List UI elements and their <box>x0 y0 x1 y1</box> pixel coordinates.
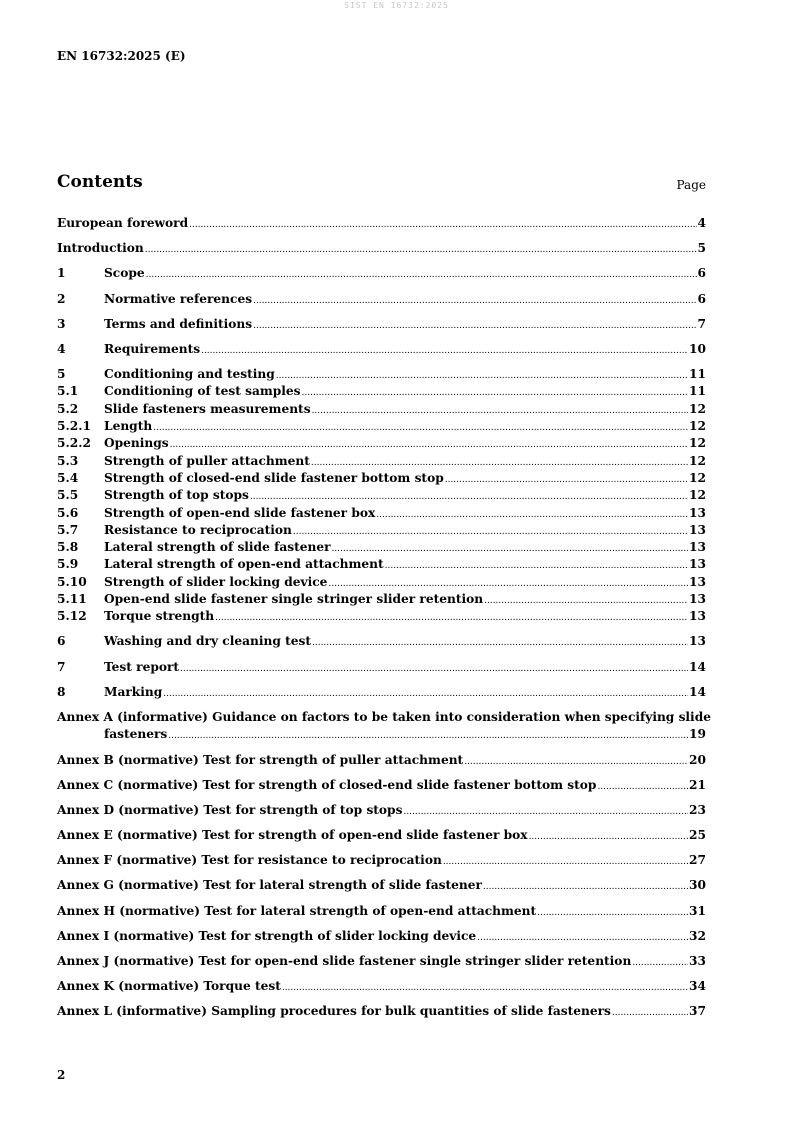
toc-entry-number: 3 <box>57 316 66 331</box>
toc-annex-entry[interactable] <box>57 903 706 920</box>
toc-entry-number: 1 <box>57 266 66 281</box>
toc-entry[interactable] <box>57 487 706 504</box>
toc-leader-dots <box>385 558 688 575</box>
toc-entry[interactable] <box>57 435 706 452</box>
toc-entry[interactable] <box>57 608 706 625</box>
toc-entry-title: Requirements <box>104 341 201 356</box>
toc-annex-entry[interactable] <box>57 852 706 869</box>
toc-entry-number: 4 <box>57 341 66 356</box>
toc-entry-page: 13 <box>689 522 706 537</box>
toc-entry[interactable] <box>57 633 706 650</box>
toc-leader-dots <box>201 343 688 360</box>
toc-entry-title: Strength of puller attachment <box>104 453 310 468</box>
toc-annex-title: Annex B (normative) Test for strength of puller attachment <box>57 752 464 767</box>
toc-entry-title: Washing and dry cleaning test <box>104 634 311 649</box>
toc-entry-page: 12 <box>689 419 706 434</box>
toc-sections <box>57 215 706 701</box>
toc-entry-number: 5.7 <box>57 522 79 537</box>
toc-entry-page: 14 <box>689 659 706 674</box>
toc-entry-title: Scope <box>104 266 145 281</box>
toc-entry-page: 12 <box>689 401 706 416</box>
toc-annex-page: 25 <box>689 828 706 843</box>
toc-annex-page: 23 <box>689 802 706 817</box>
toc-leader-dots <box>282 980 688 997</box>
toc-leader-dots <box>332 541 689 558</box>
toc-leader-dots <box>302 385 689 402</box>
toc-entry-title: Strength of slider locking device <box>104 574 328 589</box>
toc-entry-page: 13 <box>689 634 706 649</box>
toc-leader-dots <box>537 905 688 922</box>
toc-annex-title: Annex L (informative) Sampling procedures for bulk quantities of slide fasteners <box>57 1004 611 1019</box>
toc-leader-dots <box>163 686 688 703</box>
toc-entry-title: Length <box>104 419 153 434</box>
toc-leader-dots <box>312 403 688 420</box>
toc-annex-page: 37 <box>689 1004 706 1019</box>
toc-entry[interactable] <box>57 684 706 701</box>
toc-entry[interactable] <box>57 291 706 308</box>
toc-entry-page: 12 <box>689 488 706 503</box>
toc-leader-dots <box>168 728 688 745</box>
toc-entry[interactable] <box>57 539 706 556</box>
toc-annex-title: Annex J (normative) Test for open-end slide fastener single stringer slider retention <box>57 954 632 969</box>
toc-annex-page: 33 <box>689 954 706 969</box>
toc-entry-number: 5.2.1 <box>57 419 91 434</box>
toc-leader-dots <box>443 854 688 871</box>
toc-leader-dots <box>632 955 688 972</box>
toc-entry-number: 5.10 <box>57 574 87 589</box>
toc-entry-page: 12 <box>689 436 706 451</box>
toc-leader-dots <box>180 661 688 678</box>
toc-entry-title: European foreword <box>57 216 189 230</box>
toc-entry-number: 5.4 <box>57 470 79 485</box>
toc-annex-entry[interactable] <box>57 709 711 726</box>
toc-entry-page: 6 <box>697 291 706 306</box>
toc-entry-title: Normative references <box>104 291 253 306</box>
toc-entry-number: 5 <box>57 367 66 382</box>
toc-entry[interactable] <box>57 574 706 591</box>
toc-entry-number: 7 <box>57 659 66 674</box>
toc-leader-dots <box>529 829 688 846</box>
toc-entry-page: 7 <box>697 316 706 331</box>
toc-annex-page: 19 <box>689 727 706 742</box>
toc-entry[interactable] <box>57 591 706 608</box>
toc-annex-title: Annex C (normative) Test for strength of closed-end slide fastener bottom stop <box>57 777 597 792</box>
toc-entry-number: 5.5 <box>57 488 79 503</box>
toc-leader-dots <box>376 507 688 524</box>
toc-entry[interactable] <box>57 341 706 358</box>
toc-entry-page: 11 <box>689 384 706 399</box>
toc-annex-page: 30 <box>689 878 706 893</box>
toc-entry-page: 13 <box>689 540 706 555</box>
toc-leader-dots <box>312 635 688 652</box>
toc-annex-title: Annex D (normative) Test for strength of top stops <box>57 802 403 817</box>
toc-leader-dots <box>612 1005 688 1022</box>
toc-entry[interactable] <box>57 401 706 418</box>
toc-annex-title: Annex I (normative) Test for strength of slider locking device <box>57 928 477 943</box>
toc-entry-page: 13 <box>689 591 706 606</box>
toc-entry-page: 4 <box>697 216 706 230</box>
toc-entry[interactable] <box>57 453 706 470</box>
toc-annex-title-line1: Annex A (informative) Guidance on factors to be taken into consideration when specifying slide <box>57 710 711 725</box>
toc-annex-entry[interactable] <box>57 877 706 894</box>
toc-entry-title: Conditioning and testing <box>104 367 275 382</box>
toc-leader-dots <box>253 318 696 335</box>
toc-entry-page: 13 <box>689 609 706 624</box>
toc-entry-page: 12 <box>689 470 706 485</box>
toc-annex-entry[interactable] <box>57 802 706 819</box>
toc-annex-entry-continuation[interactable] <box>57 726 706 743</box>
toc-entry-page: 5 <box>697 241 706 256</box>
toc-entry-title: Test report <box>104 659 180 674</box>
toc-annexes <box>57 709 711 1021</box>
toc-entry[interactable] <box>57 265 706 282</box>
toc-entry[interactable] <box>57 316 706 333</box>
toc-annex-entry[interactable] <box>57 928 706 945</box>
toc-entry-page: 14 <box>689 684 706 699</box>
toc-entry[interactable] <box>57 470 706 487</box>
toc-annex-entry[interactable] <box>57 1003 706 1020</box>
toc-entry-title: Lateral strength of open-end attachment <box>104 557 384 572</box>
toc-entry[interactable] <box>57 505 706 522</box>
watermark: SIST EN 16732:2025 <box>344 1 449 10</box>
toc-annex-title: Annex G (normative) Test for lateral strength of slide fastener <box>57 878 482 893</box>
toc-entry-title: Conditioning of test samples <box>104 384 301 399</box>
toc-leader-dots <box>597 779 688 796</box>
toc-entry-title: Torque strength <box>104 609 215 624</box>
toc-entry-number: 5.8 <box>57 540 79 555</box>
toc-annex-page: 32 <box>689 928 706 943</box>
toc-leader-dots <box>484 593 688 610</box>
toc-entry-page: 10 <box>689 341 706 356</box>
toc-entry-number: 5.12 <box>57 609 87 624</box>
toc-entry-title: Slide fasteners measurements <box>104 401 311 416</box>
toc-entry-title: Marking <box>104 684 163 699</box>
toc-entry-page: 6 <box>697 266 706 281</box>
toc-annex-page: 34 <box>689 979 706 994</box>
toc-leader-dots <box>477 930 688 947</box>
toc-entry[interactable] <box>57 366 706 383</box>
toc-annex-entry[interactable] <box>57 953 706 970</box>
toc-entry-title: Strength of open-end slide fastener box <box>104 505 376 520</box>
toc-annex-title-line2: fasteners <box>104 727 168 742</box>
toc-entry-page: 13 <box>689 557 706 572</box>
toc-entry[interactable] <box>57 659 706 676</box>
toc-leader-dots <box>215 610 688 627</box>
toc-annex-title: Annex F (normative) Test for resistance to reciprocation <box>57 853 442 868</box>
toc-leader-dots <box>445 472 688 489</box>
toc-leader-dots <box>253 293 696 310</box>
toc-entry-number: 6 <box>57 634 66 649</box>
toc-entry-title: Resistance to reciprocation <box>104 522 292 537</box>
toc-entry-number: 2 <box>57 291 66 306</box>
toc-annex-title: Annex E (normative) Test for strength of open-end slide fastener box <box>57 828 528 843</box>
toc-entry-title: Open-end slide fastener single stringer slider retention <box>104 591 484 606</box>
toc-entry-page: 13 <box>689 505 706 520</box>
toc-entry-title: Terms and definitions <box>104 316 253 331</box>
toc-entry-title: Strength of closed-end slide fastener bottom stop <box>104 470 444 485</box>
toc-annex-entry[interactable] <box>57 752 706 769</box>
toc-annex-page: 20 <box>689 752 706 767</box>
contents-heading: Contents <box>57 172 143 192</box>
toc-leader-dots <box>153 420 688 437</box>
toc-annex-page: 21 <box>689 777 706 792</box>
toc-entry-number: 5.2.2 <box>57 436 91 451</box>
toc-entry-number: 5.9 <box>57 557 79 572</box>
toc-entry[interactable] <box>57 522 706 539</box>
toc-leader-dots <box>464 754 688 771</box>
toc-annex-entry[interactable] <box>57 777 706 794</box>
toc-entry-number: 5.2 <box>57 401 79 416</box>
document-id: EN 16732:2025 (E) <box>57 49 186 63</box>
toc-entry[interactable] <box>57 556 706 573</box>
toc-annex-entry[interactable] <box>57 827 706 844</box>
toc-annex-title: Annex K (normative) Torque test <box>57 979 281 994</box>
toc-entry-title: Introduction <box>57 241 144 256</box>
toc-leader-dots <box>145 242 697 259</box>
toc-leader-dots <box>483 879 688 896</box>
toc-entry[interactable] <box>57 240 706 257</box>
toc-annex-page: 27 <box>689 853 706 868</box>
toc-entry-title: Openings <box>104 436 169 451</box>
toc-leader-dots <box>293 524 688 541</box>
toc-entry-title: Lateral strength of slide fastener <box>104 540 331 555</box>
toc-annex-title: Annex H (normative) Test for lateral strength of open-end attachment <box>57 903 537 918</box>
footer-page-number: 2 <box>57 1068 66 1082</box>
toc-leader-dots <box>146 267 697 284</box>
toc-leader-dots <box>403 804 688 821</box>
toc-entry-number: 5.11 <box>57 591 87 606</box>
page-column-label: Page <box>676 178 706 192</box>
toc-annex-page: 31 <box>689 903 706 918</box>
toc-entry-page: 12 <box>689 453 706 468</box>
toc-entry[interactable] <box>57 215 706 232</box>
toc-entry-number: 5.6 <box>57 505 79 520</box>
toc-entry-number: 5.1 <box>57 384 79 399</box>
toc-leader-dots <box>276 368 688 385</box>
toc-entry-page: 13 <box>689 574 706 589</box>
toc-annex-entry[interactable] <box>57 978 706 995</box>
toc-entry[interactable] <box>57 418 706 435</box>
table-of-contents <box>57 215 711 1021</box>
toc-entry[interactable] <box>57 383 706 400</box>
toc-leader-dots <box>189 217 696 234</box>
toc-entry-title: Strength of top stops <box>104 488 249 503</box>
toc-entry-page: 11 <box>689 367 706 382</box>
toc-entry-number: 8 <box>57 684 66 699</box>
toc-entry-number: 5.3 <box>57 453 79 468</box>
